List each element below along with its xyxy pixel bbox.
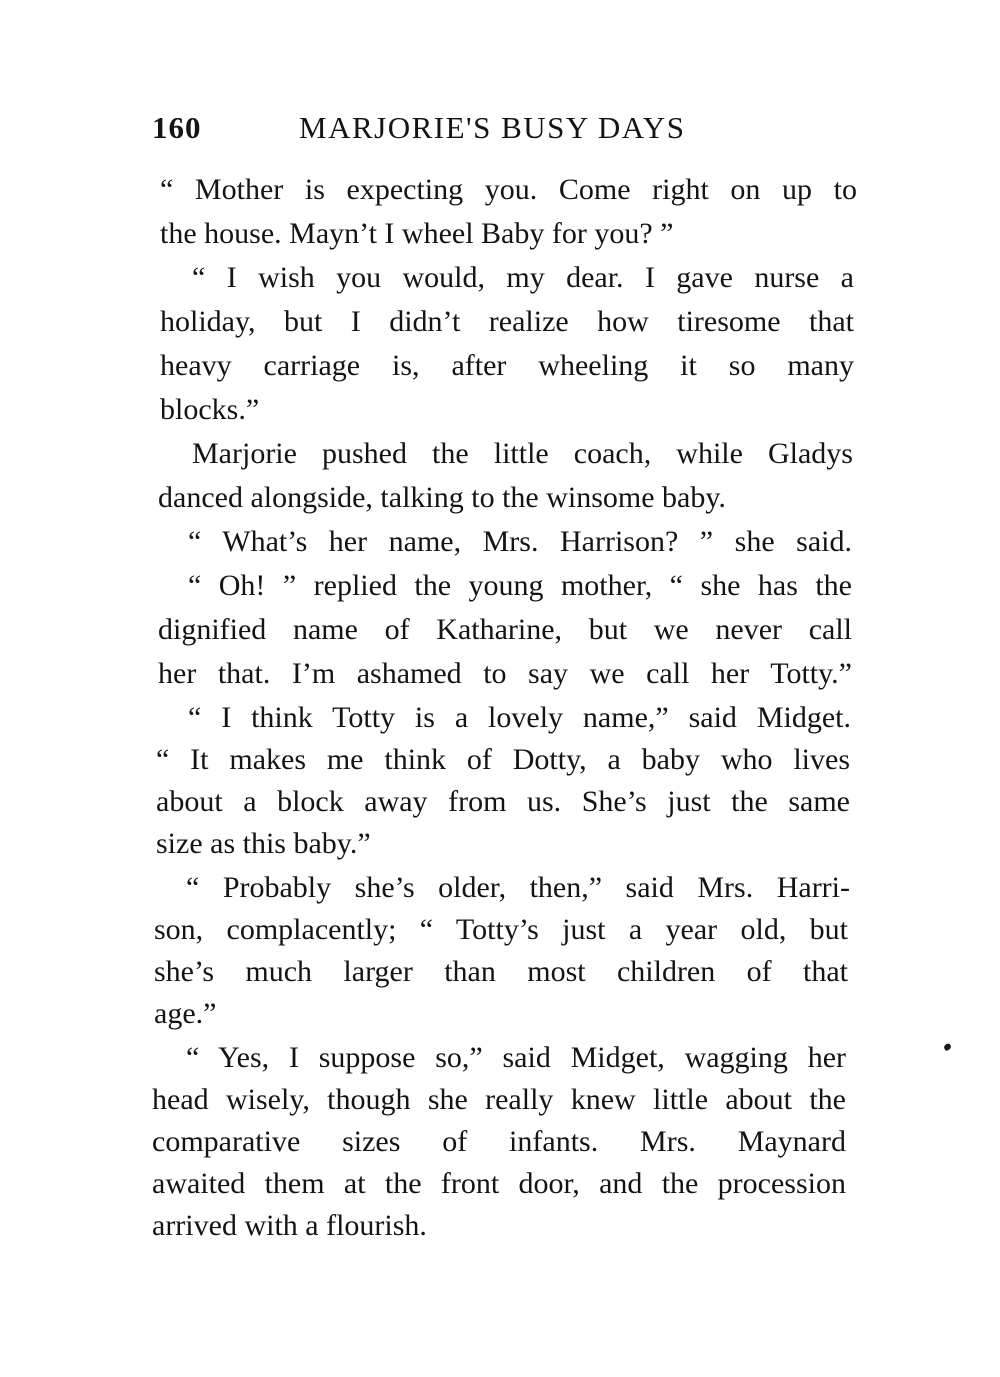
- text-line: comparative sizes of infants. Mrs. Maynard: [152, 1125, 846, 1158]
- text-line: size as this baby.”: [156, 827, 371, 860]
- text-line: awaited them at the front door, and the procession: [152, 1167, 846, 1200]
- text-line: “ Yes, I suppose so,” said Midget, wagging her: [186, 1041, 846, 1074]
- text-line: heavy carriage is, after wheeling it so many: [160, 349, 854, 382]
- text-line: dignified name of Katharine, but we never call: [158, 613, 852, 646]
- text-line: “ What’s her name, Mrs. Harrison? ” she said.: [188, 525, 852, 558]
- text-line: “ I wish you would, my dear. I gave nurse a: [192, 261, 854, 294]
- text-line: holiday, but I didn’t realize how tiresome that: [160, 305, 854, 338]
- text-line: “ It makes me think of Dotty, a baby who lives: [156, 743, 850, 776]
- book-title: MARJORIE'S BUSY DAYS: [299, 110, 686, 145]
- text-line: her that. I’m ashamed to say we call her Totty.”: [158, 657, 852, 690]
- text-line: “ Oh! ” replied the young mother, “ she has the: [188, 569, 852, 602]
- text-line: she’s much larger than most children of that: [154, 955, 848, 988]
- page-number: 160: [152, 110, 202, 145]
- text-line: “ Probably she’s older, then,” said Mrs. Harri-: [186, 871, 850, 904]
- text-line: danced alongside, talking to the winsome baby.: [158, 481, 726, 514]
- text-line: “ Mother is expecting you. Come right on up to: [160, 173, 857, 206]
- running-head: [152, 104, 872, 154]
- text-line: Marjorie pushed the little coach, while Gladys: [192, 437, 853, 470]
- text-line: head wisely, though she really knew little about the: [152, 1083, 846, 1116]
- text-line: arrived with a flourish.: [152, 1209, 427, 1242]
- ink-speck: [943, 1043, 952, 1052]
- text-line: the house. Mayn’t I wheel Baby for you? ”: [160, 217, 674, 250]
- text-line: son, complacently; “ Totty’s just a year old, but: [154, 913, 848, 946]
- text-line: age.”: [154, 997, 217, 1030]
- text-line: blocks.”: [160, 393, 260, 426]
- text-line: “ I think Totty is a lovely name,” said Midget.: [188, 701, 851, 734]
- text-line: about a block away from us. She’s just the same: [156, 785, 850, 818]
